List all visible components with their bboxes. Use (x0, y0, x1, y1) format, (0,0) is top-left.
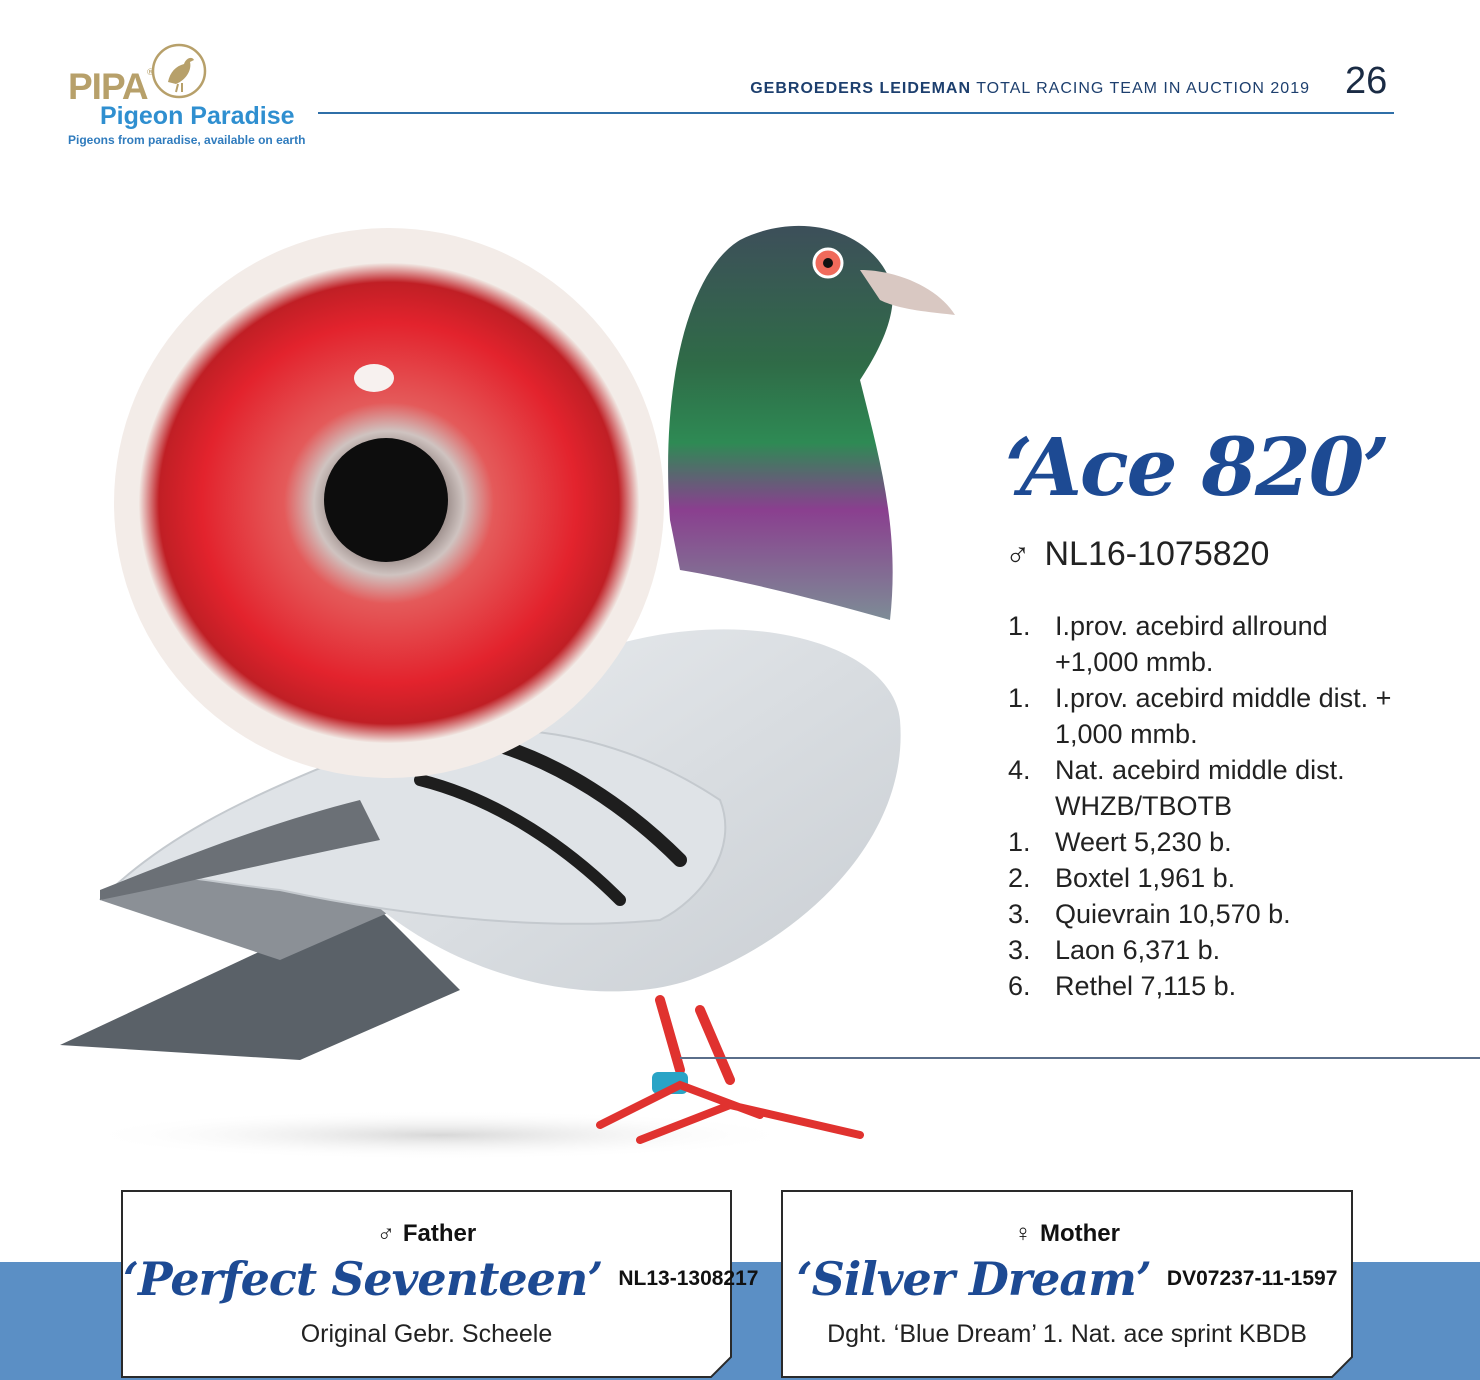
logo-name-text: Pigeon Paradise (100, 102, 295, 130)
female-symbol-icon: ♀ (1014, 1220, 1032, 1247)
father-card (121, 1190, 759, 1378)
male-symbol-icon: ♂ (376, 1220, 395, 1247)
result-item (1008, 968, 1415, 1004)
result-item (1008, 608, 1415, 680)
result-text: Weert 5,230 b. (1055, 827, 1232, 857)
eye-closeup-photo (114, 228, 664, 778)
father-role-label: Father (402, 1220, 477, 1247)
pigeon-ring-number: NL16-1075820 (1044, 535, 1270, 573)
section-divider (680, 1057, 1480, 1059)
result-rank: 1. (1008, 683, 1031, 713)
mother-card (781, 1190, 1353, 1378)
page-fold-icon (1331, 1356, 1353, 1378)
result-item (1008, 824, 1415, 860)
father-name: ‘Perfect Seventeen’ (123, 1252, 603, 1306)
mother-role (783, 1220, 1351, 1248)
result-rank: 1. (1008, 611, 1031, 641)
result-text: Boxtel 1,961 b. (1055, 863, 1236, 893)
result-text: Laon 6,371 b. (1055, 935, 1221, 965)
pigeon-name: ‘Ace 820’ (1005, 420, 1389, 514)
pigeon-ring-line (1005, 535, 1269, 574)
result-text: Nat. acebird middle dist. WHZB/TBOTB (1055, 755, 1345, 821)
result-item (1008, 896, 1415, 932)
father-role (123, 1220, 730, 1248)
header-title (750, 80, 1310, 98)
result-rank: 6. (1008, 971, 1031, 1001)
result-item (1008, 860, 1415, 896)
header-title-rest: TOTAL RACING TEAM IN AUCTION 2019 (971, 80, 1310, 97)
mother-description: Dght. ‘Blue Dream’ 1. Nat. ace sprint KBDB (827, 1320, 1307, 1348)
results-list (1008, 608, 1415, 1004)
result-item (1008, 932, 1415, 968)
result-rank: 2. (1008, 863, 1031, 893)
mother-role-label: Mother (1040, 1220, 1120, 1247)
pipa-logo[interactable] (64, 40, 324, 155)
header-title-bold: GEBROEDERS LEIDEMAN (750, 80, 972, 97)
father-description: Original Gebr. Scheele (300, 1320, 553, 1348)
logo-tagline: Pigeons from paradise, available on earth (68, 133, 306, 147)
result-text: Rethel 7,115 b. (1055, 971, 1237, 1001)
result-text: I.prov. acebird middle dist. + 1,000 mmb. (1055, 683, 1392, 749)
father-name-row (123, 1252, 759, 1306)
result-rank: 1. (1008, 827, 1031, 857)
mother-name: ‘Silver Dream’ (796, 1252, 1151, 1306)
logo-brand-text: PIPA (68, 66, 148, 107)
mother-ring-number: DV07237-11-1597 (1166, 1267, 1338, 1290)
result-item (1008, 752, 1415, 824)
page-number: 26 (1345, 60, 1388, 102)
result-text: Quievrain 10,570 b. (1055, 899, 1291, 929)
result-rank: 4. (1008, 755, 1031, 785)
page-fold-icon (710, 1356, 732, 1378)
mother-name-row (783, 1252, 1351, 1306)
male-symbol-icon: ♂ (1005, 535, 1031, 573)
result-item (1008, 680, 1415, 752)
result-rank: 3. (1008, 899, 1031, 929)
result-rank: 3. (1008, 935, 1031, 965)
result-text: I.prov. acebird allround +1,000 mmb. (1055, 611, 1328, 677)
logo-registered-mark: ® (146, 68, 155, 78)
father-ring-number: NL13-1308217 (618, 1267, 759, 1290)
pigeon-logo-icon (150, 42, 208, 100)
header-divider (318, 112, 1394, 114)
eye-iris-icon (114, 228, 664, 778)
